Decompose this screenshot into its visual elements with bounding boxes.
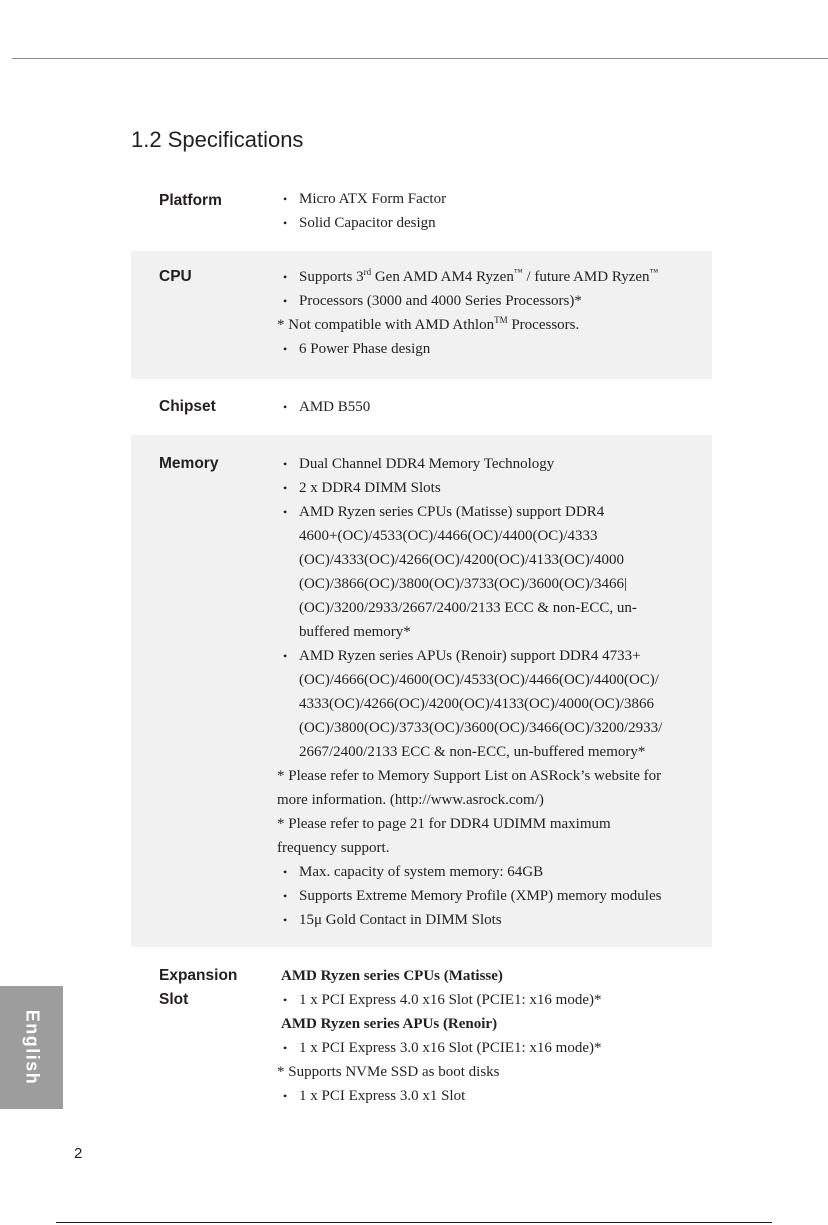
- list-item: • Supports Extreme Memory Profile (XMP) memory modules: [277, 884, 712, 908]
- expansion-note: * Supports NVMe SSD as boot disks: [277, 1064, 500, 1080]
- list-item-renoir: • AMD Ryzen series APUs (Renoir) support DDR4 4733+ (OC)/4666(OC)/4600(OC)/4533(OC)/4466(OC)/4400(OC)/ 4333(OC)/4266(OC)/4200(OC)/4133(OC)/4000(OC)/3866 (OC)/3800(OC)/3733(OC)/3600(OC)/3466(OC)/3200/2933/ 2667/2400/2133 ECC & non-ECC, un-buffered memory*: [277, 644, 712, 764]
- list-item: • 15μ Gold Contact in DIMM Slots: [277, 908, 712, 932]
- list-item-matisse: • AMD Ryzen series CPUs (Matisse) support DDR4 4600+(OC)/4533(OC)/4466(OC)/4400(OC)/4333 (OC)/4333(OC)/4266(OC)/4200(OC)/4133(OC)/4000 (OC)/3866(OC)/3800(OC)/3733(OC)/3600(OC)/3466| (OC)/3200/2933/2667/2400/2133 ECC & non-ECC, un- buffered memory*: [277, 500, 712, 644]
- list-item-continuation: • Processors (3000 and 4000 Series Processors)*: [277, 289, 712, 313]
- list-item: • Micro ATX Form Factor: [277, 187, 712, 211]
- spec-content-chipset: [277, 395, 712, 419]
- list-item: • Solid Capacitor design: [277, 211, 712, 235]
- memory-note: * Please refer to page 21 for DDR4 UDIMM maximum: [277, 816, 611, 832]
- subheading: AMD Ryzen series APUs (Renoir): [281, 1016, 498, 1032]
- spec-row-memory: [131, 435, 712, 947]
- spec-content-cpu: [277, 265, 712, 361]
- list-item: • AMD B550: [277, 395, 712, 419]
- spec-label-expansion: Expansion Slot: [159, 967, 238, 1008]
- cpu-note: * Not compatible with AMD Athlon™ Processors.: [277, 315, 580, 333]
- memory-note: more information. (http://www.asrock.com/): [277, 792, 544, 808]
- list-item: • 2 x DDR4 DIMM Slots: [277, 476, 712, 500]
- spec-row-chipset: [131, 379, 712, 435]
- spec-content-platform: [277, 187, 712, 235]
- spec-content-expansion: [277, 964, 712, 1108]
- memory-note: frequency support.: [277, 840, 390, 856]
- list-item: • 1 x PCI Express 3.0 x16 Slot (PCIE1: x16 mode)*: [277, 1036, 712, 1060]
- list-item: • 1 x PCI Express 4.0 x16 Slot (PCIE1: x16 mode)*: [277, 988, 712, 1012]
- spec-label-cpu: CPU: [159, 268, 192, 285]
- list-item: • 6 Power Phase design: [277, 337, 712, 361]
- spec-label-memory: Memory: [159, 455, 219, 472]
- language-side-tab: [0, 986, 63, 1109]
- list-item: • Max. capacity of system memory: 64GB: [277, 860, 712, 884]
- spec-label-chipset: Chipset: [159, 398, 216, 415]
- spec-table: [131, 185, 712, 1117]
- page-title: 1.2 Specifications: [131, 127, 304, 152]
- subheading: AMD Ryzen series CPUs (Matisse): [281, 968, 503, 984]
- list-item: • Supports 3rd Gen AMD AM4 Ryzen™ / future AMD Ryzen™: [277, 265, 712, 289]
- spec-row-expansion: [131, 947, 712, 1117]
- page-number: 2: [74, 1145, 83, 1162]
- spec-row-cpu: [131, 251, 712, 379]
- footer-rule: [56, 1222, 772, 1223]
- memory-note: * Please refer to Memory Support List on ASRock’s website for: [277, 768, 662, 784]
- spec-label-platform: Platform: [159, 192, 222, 209]
- spec-content-memory: [277, 452, 712, 932]
- header-rule: [12, 58, 828, 59]
- list-item: • Dual Channel DDR4 Memory Technology: [277, 452, 712, 476]
- language-tab-label: English: [22, 1009, 43, 1086]
- list-item: • 1 x PCI Express 3.0 x1 Slot: [277, 1084, 712, 1108]
- spec-row-platform: [131, 185, 712, 251]
